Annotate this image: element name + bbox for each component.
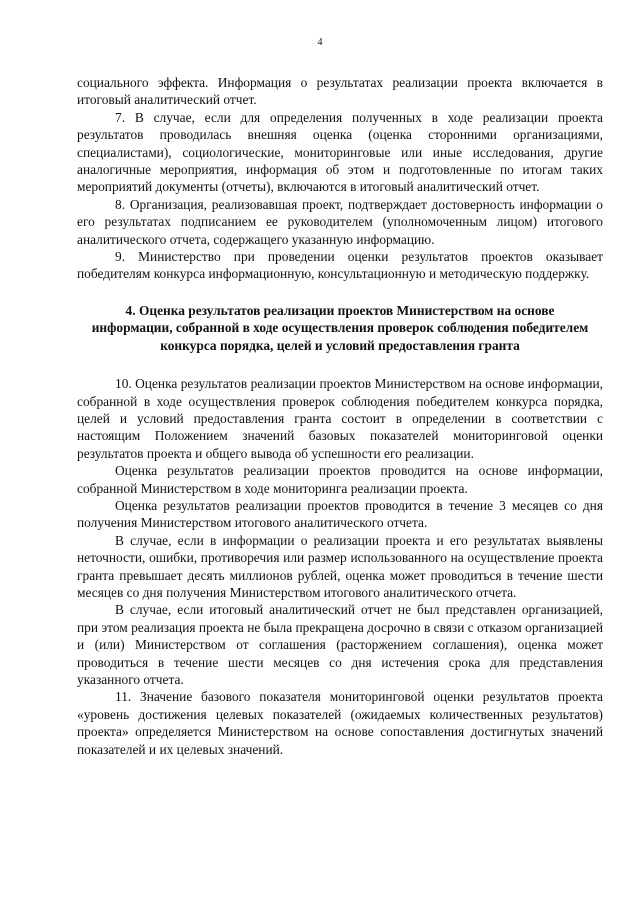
paragraph-10-basis: Оценка результатов реализации проектов проводится на основе информации, собранной Министерством в ходе мониторинга реализации проекта. [77,463,603,496]
paragraph-7: 7. В случае, если для определения полученных в ходе реализации проекта результатов проводилась внешняя оценка (оценка сторонними организациями, специалистами), социологические, мониторинговые или иные исследования, другие аналогичные мероприятия, информация об этом и подготовленные по итогам таких мероприятий документы (отчеты), включаются в итоговый аналитический отчет. [77,109,603,195]
document-body [77,74,603,758]
paragraph-10-inaccuracies: В случае, если в информации о реализации проекта и его результатах выявлены неточности, ошибки, противоречия или размер использованного на осуществление проекта гранта превышает десять миллионов рублей, оценка может проводиться в течение шести месяцев со дня получения Министерством итогового аналитического отчета. [77,532,603,600]
page-number: 4 [317,37,323,48]
paragraph-11: 11. Значение базового показателя мониторинговой оценки результатов проекта «уровень достижения целевых показателей (ожидаемых количественных результатов) проекта» определяется Министерством на основе сопоставления достигнутых значений показателей и их целевых значений. [77,689,603,757]
paragraph-10: 10. Оценка результатов реализации проектов Министерством на основе информации, собранной в ходе осуществления проверок соблюдения победителем конкурса порядка, целей и условий предоставления гранта состоит в определении в соответствии с настоящим Положением значений базовых показателей мониторинговой оценки результатов проекта и общего вывода об успешности его реализации. [77,376,603,461]
paragraph-9: 9. Министерство при проведении оценки результатов проектов оказывает победителям конкурса информационную, консультационную и методическую поддержку. [77,249,603,282]
paragraph-8: 8. Организация, реализовавшая проект, подтверждает достоверность информации о его результатах подписанием ее руководителем (уполномоченным лицом) итогового аналитического отчета, содержащего указанную информацию. [77,196,603,247]
section-4-heading: 4. Оценка результатов реализации проектов Министерством на основе информации, собранной в ходе осуществления проверок соблюдения победителем конкурса порядка, целей и условий предоставления гранта [91,302,589,353]
paragraph-10-no-report: В случае, если итоговый аналитический отчет не был представлен организацией, при этом реализация проекта не была прекращена досрочно в связи с отказом организацией и (или) Министерством от соглашения (расторжением соглашения), оценка может проводиться в течение шести месяцев со дня истечения срока для представления указанного отчета. [77,602,603,687]
paragraph-continuation: социального эффекта. Информация о результатах реализации проекта включается в итоговый аналитический отчет. [77,75,603,108]
paragraph-10-term: Оценка результатов реализации проектов проводится в течение 3 месяцев со дня получения Министерством итогового аналитического отчета. [77,497,603,531]
